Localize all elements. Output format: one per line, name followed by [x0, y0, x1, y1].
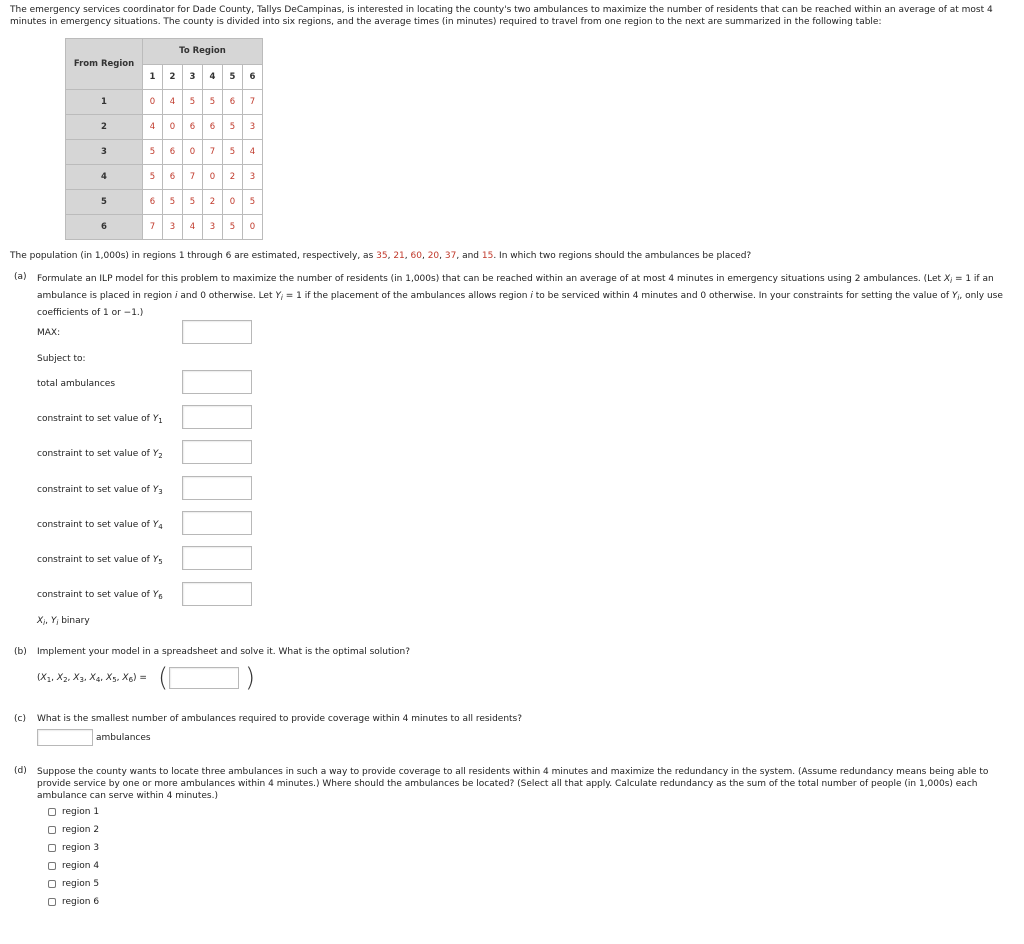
table-cell: 7 [203, 140, 223, 165]
part-a-tag: (a) [14, 272, 27, 282]
table-cell: 0 [183, 140, 203, 165]
part-b-text: Implement your model in a spreadsheet and solve it. What is the optimal solution? [37, 647, 410, 657]
table-cell: 5 [183, 190, 203, 215]
table-cell: 0 [143, 90, 163, 115]
region-1-label[interactable]: region 1 [62, 807, 100, 817]
region-5-checkbox[interactable] [48, 880, 56, 888]
table-cell: 4 [143, 115, 163, 140]
table-cell: 6 [163, 140, 183, 165]
table-cell: 3 [163, 215, 183, 240]
constraint-prefix: constraint to set value of [37, 449, 150, 459]
max-label: MAX: [37, 328, 61, 338]
row-header: 5 [66, 190, 143, 215]
table-cell: 5 [243, 190, 263, 215]
part-b-tag: (b) [14, 647, 27, 657]
table-row [66, 90, 263, 115]
table-row [66, 190, 263, 215]
table-cell: 2 [203, 190, 223, 215]
constraint-y3-input[interactable] [182, 476, 252, 500]
part-c-text: What is the smallest number of ambulances required to provide coverage within 4 minutes to all residents? [37, 714, 523, 724]
region-6-label[interactable]: region 6 [62, 897, 100, 907]
region-4-checkbox[interactable] [48, 862, 56, 870]
part-a-text-7: , only use [959, 291, 1003, 301]
table-cell: 3 [243, 165, 263, 190]
table-cell: 0 [203, 165, 223, 190]
part-d-tag: (d) [14, 766, 27, 776]
row-header: 2 [66, 115, 143, 140]
table-cell: 4 [243, 140, 263, 165]
from-region-header: From Region [66, 39, 143, 90]
population-value: 37 [444, 251, 457, 261]
table-cell: 5 [223, 115, 243, 140]
part-a-text: Formulate an ILP model for this problem to maximize the number of residents (in 1,000s) that can be reached within an average of at most 4 minutes in emergency situations using 2 ambulances. (Let $X_i = 1$ if an ambulance is placed in region i and 0 otherwise. Let $Y_i = 1$ if the placement of the ambulances allows region i to be serviced within 4 minutes and 0 otherwise. In your constraints for setting the value of $Y_i$, only use coefficients of 1 or −1.) [37, 274, 1003, 318]
table-cell: 5 [143, 165, 163, 190]
part-a-text-3: ambulance is placed in region [37, 291, 173, 301]
binary-label: $X_i$, $Y_i$ binary [37, 616, 90, 627]
col-header-2: 2 [163, 64, 183, 90]
region-6-checkbox[interactable] [48, 898, 56, 906]
total-ambulances-input[interactable] [182, 370, 252, 394]
part-c-tag: (c) [14, 714, 26, 724]
table-cell: 7 [243, 90, 263, 115]
solution-vector-label: ($X_1$, $X_2$, $X_3$, $X_4$, $X_5$, $X_6$) = [37, 673, 147, 684]
region-3-label[interactable]: region 3 [62, 843, 100, 853]
table-cell: 6 [223, 90, 243, 115]
constraint-y3-label: constraint to set value of $Y_3$ [37, 485, 163, 496]
population-question: In which two regions should the ambulances be placed? [499, 251, 752, 261]
close-paren-icon: ) [245, 663, 256, 693]
table-cell: 4 [183, 215, 203, 240]
constraint-y2-label: constraint to set value of $Y_2$ [37, 449, 163, 460]
population-intro: The population (in 1,000s) in regions 1 through 6 are estimated, respectively, as [10, 251, 374, 261]
constraint-prefix: constraint to set value of [37, 485, 150, 495]
row-header: 1 [66, 90, 143, 115]
constraint-y5-input[interactable] [182, 546, 252, 570]
ambulances-unit-label: ambulances [96, 733, 151, 743]
table-cell: 7 [143, 215, 163, 240]
constraint-y6-label: constraint to set value of $Y_6$ [37, 590, 163, 601]
part-d-line: provide service by one or more ambulances within 4 minutes.) Where should the ambulances be located? (Select all that apply. Calculate redundancy as the sum of the total number of people (in 1,000s) each [37, 779, 978, 789]
table-cell: 5 [183, 90, 203, 115]
table-cell: 5 [223, 215, 243, 240]
objective-input[interactable] [182, 320, 252, 344]
total-ambulances-label: total ambulances [37, 379, 116, 389]
open-paren-icon: ( [158, 663, 169, 693]
subject-to-label: Subject to: [37, 354, 86, 364]
region-2-checkbox[interactable] [48, 826, 56, 834]
part-d-text [37, 766, 1017, 802]
table-cell: 4 [163, 90, 183, 115]
col-header-6: 6 [243, 64, 263, 90]
col-header-4: 4 [203, 64, 223, 90]
table-cell: 0 [163, 115, 183, 140]
binary-text: binary [61, 616, 90, 626]
constraint-prefix: constraint to set value of [37, 555, 150, 565]
region-2-label[interactable]: region 2 [62, 825, 100, 835]
constraint-prefix: constraint to set value of [37, 520, 150, 530]
row-header: 3 [66, 140, 143, 165]
population-text: The population (in 1,000s) in regions 1 through 6 are estimated, respectively, as 35, 21, 60, 20, 37, and 15. In which two regions should the ambulances be placed? [10, 251, 752, 261]
region-1-checkbox[interactable] [48, 808, 56, 816]
col-header-1: 1 [143, 64, 163, 90]
intro-text: The emergency services coordinator for Dade County, Tallys DeCampinas, is interested in locating the county's two ambulances to maximize the number of residents that can be reached within an average of at most 4 minutes in emergency situations. The county is divided into six regions, and the average times (in minutes) required to travel from one region to the next are summarized in the following table: [10, 5, 993, 27]
constraint-y4-input[interactable] [182, 511, 252, 535]
part-a-text-2: = 1 if an [954, 274, 994, 284]
row-header: 6 [66, 215, 143, 240]
region-3-checkbox[interactable] [48, 844, 56, 852]
table-cell: 5 [203, 90, 223, 115]
population-value: 60 [410, 251, 422, 261]
table-row [66, 140, 263, 165]
table-cell: 3 [203, 215, 223, 240]
constraint-y4-label: constraint to set value of $Y_4$ [37, 520, 163, 531]
part-a-text-1: Formulate an ILP model for this problem to maximize the number of residents (in 1,000s) that can be reached within an average of at most 4 minutes in emergency situations using 2 ambulances. (Let [37, 274, 942, 284]
travel-time-table [65, 38, 263, 240]
table-cell: 3 [243, 115, 263, 140]
col-header-3: 3 [183, 64, 203, 90]
table-cell: 6 [143, 190, 163, 215]
part-d-line: Suppose the county wants to locate three ambulances in such a way to provide coverage to all residents within 4 minutes and maximize the redundancy in the system. (Assume redundancy means being able to [37, 767, 989, 777]
table-cell: 7 [183, 165, 203, 190]
constraint-y6-input[interactable] [182, 582, 252, 606]
table-cell: 5 [163, 190, 183, 215]
constraint-y1-input[interactable] [182, 405, 252, 429]
part-a-text-6: to be serviced within 4 minutes and 0 otherwise. In your constraints for setting the value of [535, 291, 950, 301]
col-header-5: 5 [223, 64, 243, 90]
table-cell: 2 [223, 165, 243, 190]
constraint-y1-label: constraint to set value of $Y_1$ [37, 414, 163, 425]
population-value: 21 [393, 251, 405, 261]
ambulances-count-input[interactable] [37, 729, 93, 746]
part-a-text-8: coefficients of 1 or −1.) [37, 308, 144, 318]
part-a-text-5: = 1 if the placement of the ambulances allows region [285, 291, 528, 301]
table-cell: 5 [143, 140, 163, 165]
region-5-label[interactable]: region 5 [62, 879, 100, 889]
table-cell: 6 [163, 165, 183, 190]
table-row [66, 115, 263, 140]
population-value: 20 [427, 251, 440, 261]
constraint-prefix: constraint to set value of [37, 414, 150, 424]
optimal-solution-input[interactable] [169, 667, 239, 689]
region-4-label[interactable]: region 4 [62, 861, 100, 871]
table-row [66, 215, 263, 240]
table-cell: 5 [223, 140, 243, 165]
table-cell: 0 [223, 190, 243, 215]
part-a-text-4: and 0 otherwise. Let [180, 291, 273, 301]
table-cell: 6 [203, 115, 223, 140]
constraint-prefix: constraint to set value of [37, 590, 150, 600]
population-value: 35 [376, 251, 388, 261]
population-value: 15 [481, 251, 494, 261]
table-cell: 0 [243, 215, 263, 240]
to-region-header: To Region [143, 39, 263, 65]
table-cell: 6 [183, 115, 203, 140]
row-header: 4 [66, 165, 143, 190]
part-d-line: ambulance can serve within 4 minutes.) [37, 791, 218, 801]
table-row [66, 165, 263, 190]
constraint-y5-label: constraint to set value of $Y_5$ [37, 555, 163, 566]
constraint-y2-input[interactable] [182, 440, 252, 464]
